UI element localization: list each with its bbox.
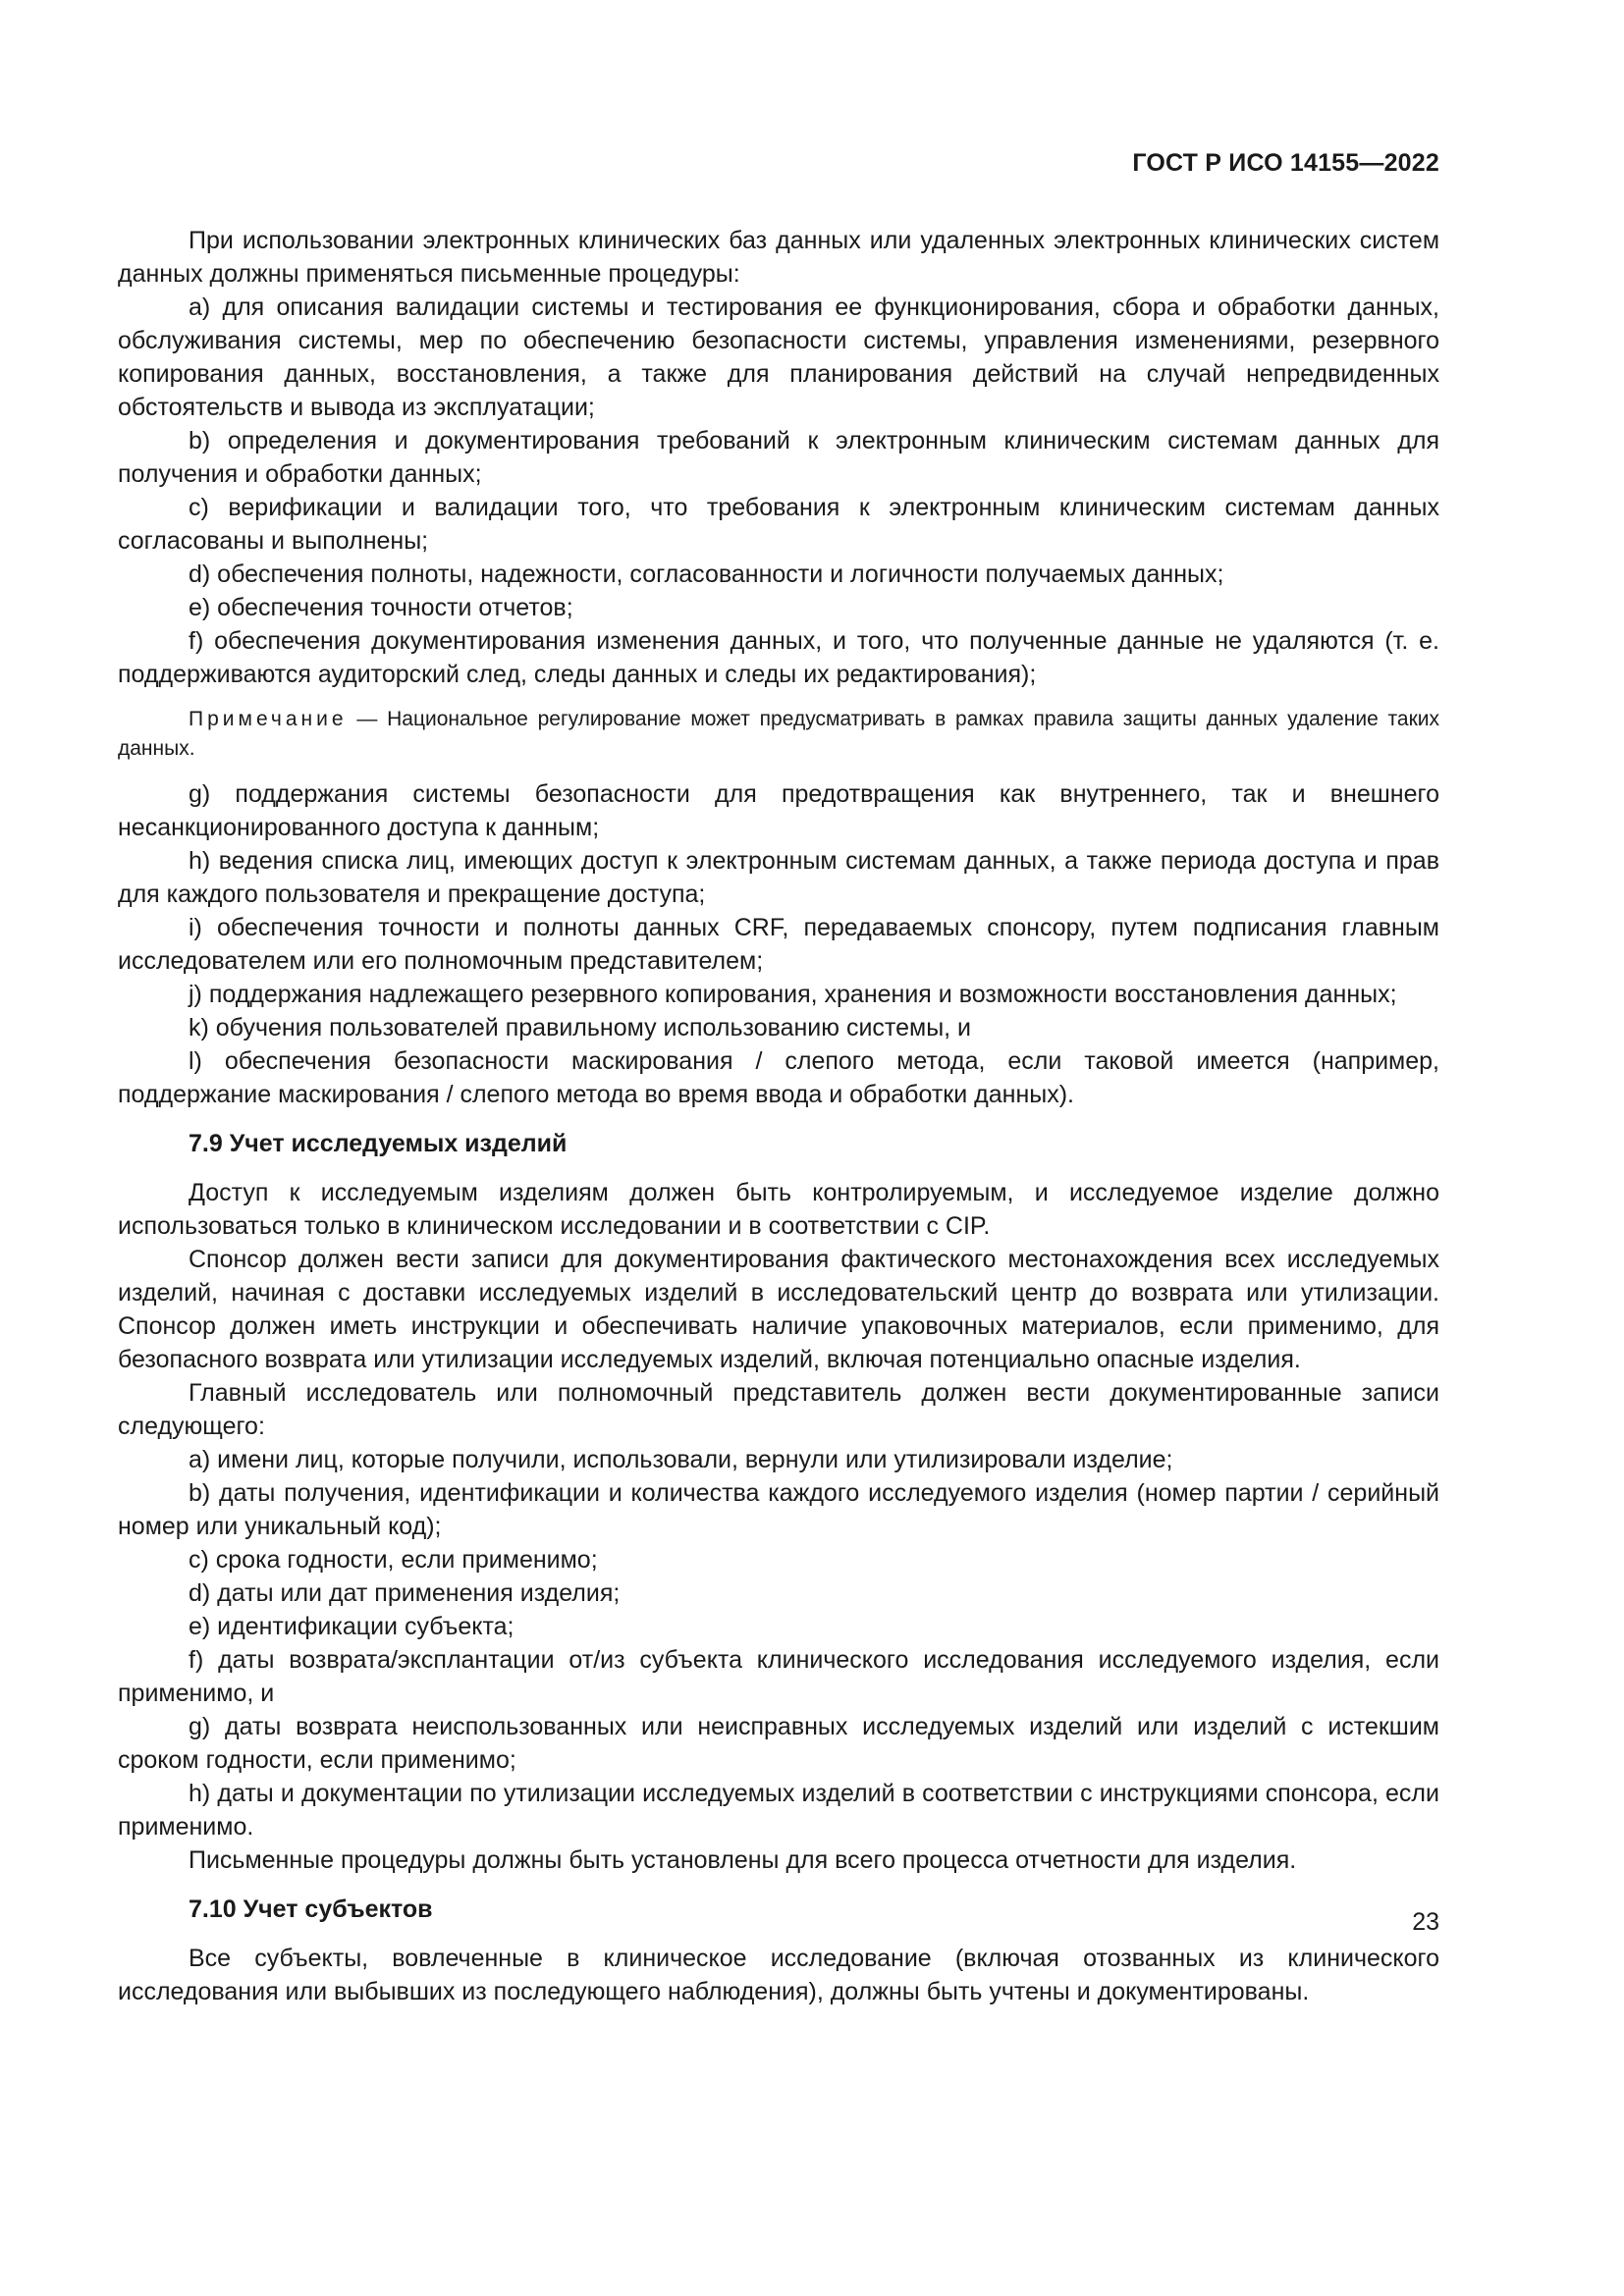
records-item-d: d) даты или дат применения изделия;: [189, 1579, 621, 1607]
list-item-h: h) ведения списка лиц, имеющих доступ к электронным системам данных, а также периода доступа и прав для каждого пользователя и прекращение доступа;: [118, 847, 1439, 908]
records-item-e: e) идентификации субъекта;: [189, 1613, 514, 1640]
document-code-header: ГОСТ Р ИСО 14155—2022: [1132, 149, 1439, 177]
list-item-b: b) определения и документирования требований к электронным клиническим системам данных для получения и обработки данных;: [118, 427, 1439, 488]
list-item-f: f) обеспечения документирования изменения данных, и того, что полученные данные не удаляются (т. е. поддерживаются аудиторский след, следы данных и следы их редактирования);: [118, 627, 1439, 688]
section-7-9-heading: 7.9 Учет исследуемых изделий: [189, 1130, 568, 1157]
records-item-g: g) даты возврата неиспользованных или неисправных исследуемых изделий или изделий с истекшим сроком годности, если применимо;: [118, 1713, 1439, 1774]
section-7-9-paragraph-3: Главный исследователь или полномочный представитель должен вести документированные записи следующего:: [118, 1379, 1439, 1440]
records-item-c: c) срока годности, если применимо;: [189, 1546, 598, 1574]
list-item-l: l) обеспечения безопасности маскирования / слепого метода, если таковой имеется (например, поддержание маскирования / слепого метода во время ввода и обработки данных).: [118, 1047, 1439, 1108]
records-item-h: h) даты и документации по утилизации исследуемых изделий в соответствии с инструкциями спонсора, если применимо.: [118, 1780, 1439, 1841]
section-7-9-paragraph-1: Доступ к исследуемым изделиям должен быть контролируемым, и исследуемое изделие должно использоваться только в клиническом исследовании и в соответствии с CIP.: [118, 1179, 1439, 1240]
records-item-a: a) имени лиц, которые получили, использовали, вернули или утилизировали изделие;: [189, 1446, 1173, 1473]
section-7-9-closing: Письменные процедуры должны быть установлены для всего процесса отчетности для изделия.: [189, 1846, 1297, 1874]
note-paragraph: [118, 705, 1439, 764]
list-item-k: k) обучения пользователей правильному использованию системы, и: [189, 1014, 972, 1041]
list-item-g: g) поддержания системы безопасности для предотвращения как внутреннего, так и внешнего несанкционированного доступа к данным;: [118, 780, 1439, 841]
list-item-a: а) для описания валидации системы и тестирования ее функционирования, сбора и обработки данных, обслуживания системы, мер по обеспечению безопасности системы, управления изменениями, резервного копирования данных, восстановления, а также для планирования действий на случай непредвиденных обстоятельств и вывода из эксплуатации;: [118, 294, 1439, 421]
list-item-d: d) обеспечения полноты, надежности, согласованности и логичности получаемых данных;: [189, 561, 1224, 588]
records-item-f: f) даты возврата/эксплантации от/из субъекта клинического исследования исследуемого изделия, если применимо, и: [118, 1646, 1439, 1707]
section-7-10-heading: 7.10 Учет субъектов: [189, 1896, 433, 1923]
list-item-c: c) верификации и валидации того, что требования к электронным клиническим системам данных согласованы и выполнены;: [118, 494, 1439, 555]
intro-paragraph: При использовании электронных клинических баз данных или удаленных электронных клинических систем данных должны применяться письменные процедуры:: [118, 227, 1439, 288]
page-number: 23: [1412, 1908, 1439, 1936]
records-item-b: b) даты получения, идентификации и количества каждого исследуемого изделия (номер партии / серийный номер или уникальный код);: [118, 1479, 1439, 1540]
note-text: — Национальное регулирование может предусматривать в рамках правила защиты данных удаление таких данных.: [118, 708, 1439, 760]
list-item-e: e) обеспечения точности отчетов;: [189, 594, 573, 621]
list-item-i: i) обеспечения точности и полноты данных CRF, передаваемых спонсору, путем подписания главным исследователем или его полномочным представителем;: [118, 914, 1439, 975]
page-body: [118, 224, 1439, 2008]
section-7-10-paragraph: Все субъекты, вовлеченные в клиническое исследование (включая отозванных из клинического исследования или выбывших из последующего наблюдения), должны быть учтены и документированы.: [118, 1945, 1439, 2005]
section-7-9-paragraph-2: Спонсор должен вести записи для документирования фактического местонахождения всех исследуемых изделий, начиная с доставки исследуемых изделий в исследовательский центр до возврата или утилизации. Спонсор должен иметь инструкции и обеспечивать наличие упаковочных материалов, если применимо, для безопасного возврата или утилизации исследуемых изделий, включая потенциально опасные изделия.: [118, 1246, 1439, 1373]
list-item-j: j) поддержания надлежащего резервного копирования, хранения и возможности восстановления данных;: [189, 981, 1397, 1008]
note-label: Примечание: [189, 708, 348, 730]
